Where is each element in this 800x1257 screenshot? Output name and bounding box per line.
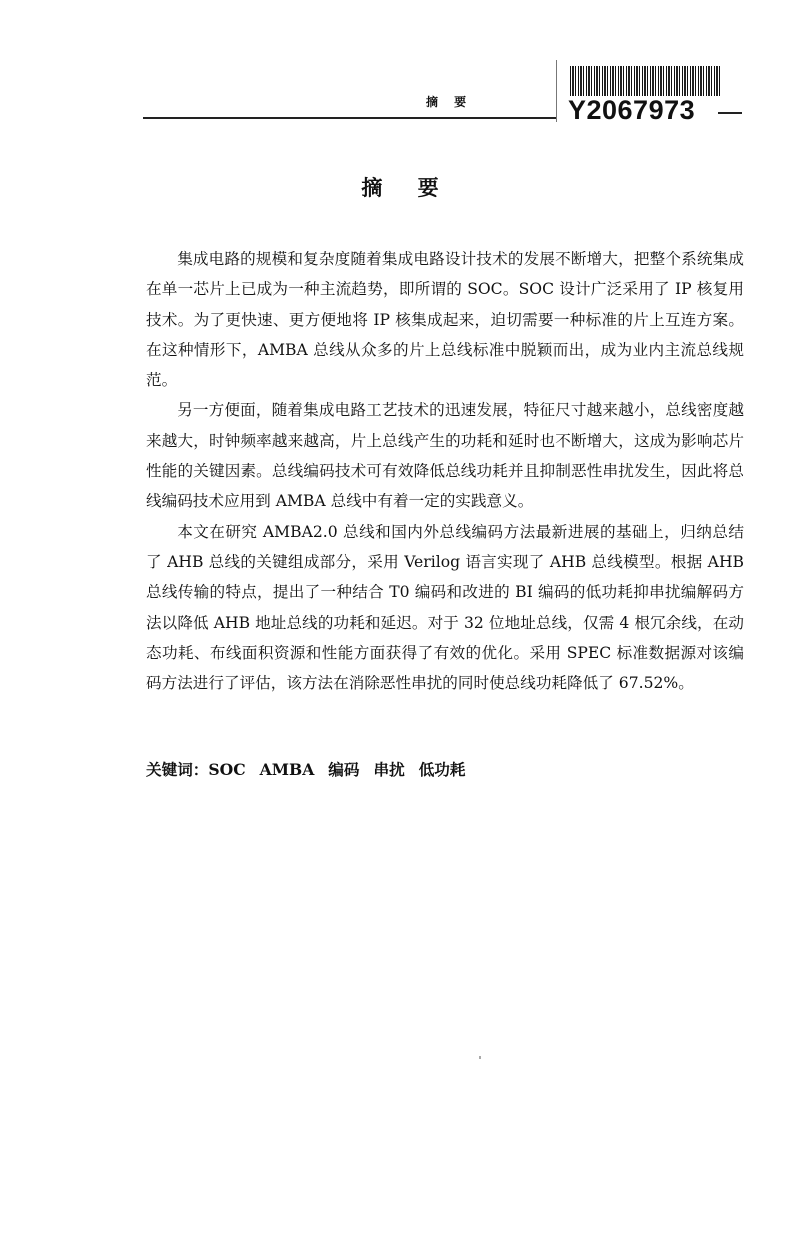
abstract-paragraph-2: 另一方便面，随着集成电路工艺技术的迅速发展，特征尺寸越来越小，总线密度越来越大，时钟频率越来越高，片上总线产生的功耗和延时也不断增大，这成为影响芯片性能的关键因素。总线编码技术可有效降低总线功耗并且抑制恶性串扰发生，因此将总线编码技术应用到 AMBA 总线中有着一定的实践意义。 <box>146 401 744 511</box>
barcode-number: Y2067973 <box>568 95 696 125</box>
keyword: 低功耗 <box>418 760 466 779</box>
keyword: AMBA <box>259 760 315 779</box>
scan-speck <box>479 1056 481 1059</box>
keyword: 编码 <box>328 760 360 779</box>
keywords-line <box>146 758 480 780</box>
barcode-icon <box>570 66 720 96</box>
abstract-paragraph-3: 本文在研究 AMBA2.0 总线和国内外总线编码方法最新进展的基础上，归纳总结了 AHB 总线的关键组成部分，采用 Verilog 语言实现了 AHB 总线模型。根据 AHB 总线传输的特点，提出了一种结合 T0 编码和改进的 BI 编码的低功耗抑串扰编解码方法以降低 AHB 地址总线的功耗和延迟。对于 32 位地址总线，仅需 4 根冗余线，在动态功耗、布线面积资源和性能方面获得了有效的优化。采用 SPEC 标准数据源对该编码方法进行了评估，该方法在消除恶性串扰的同时使总线功耗降低了 67.52%。 <box>146 522 744 693</box>
keyword: 串扰 <box>373 760 405 779</box>
running-header-title: 摘 要 <box>426 95 473 109</box>
barcode-dash <box>718 112 742 114</box>
header-rule <box>143 117 557 119</box>
abstract-body <box>146 244 744 698</box>
keyword: SOC <box>208 760 246 779</box>
keywords-label: 关键词： <box>146 760 209 779</box>
abstract-paragraph-1: 集成电路的规模和复杂度随着集成电路设计技术的发展不断增大，把整个系统集成在单一芯片上已成为一种主流趋势，即所谓的 SOC。SOC 设计广泛采用了 IP 核复用技术。为了更快速、更方便地将 IP 核集成起来，迫切需要一种标准的片上互连方案。在这种情形下，AMBA 总线从众多的片上总线标准中脱颖而出，成为业内主流总线规范。 <box>146 250 744 390</box>
page-title: 摘 要 <box>361 176 453 200</box>
